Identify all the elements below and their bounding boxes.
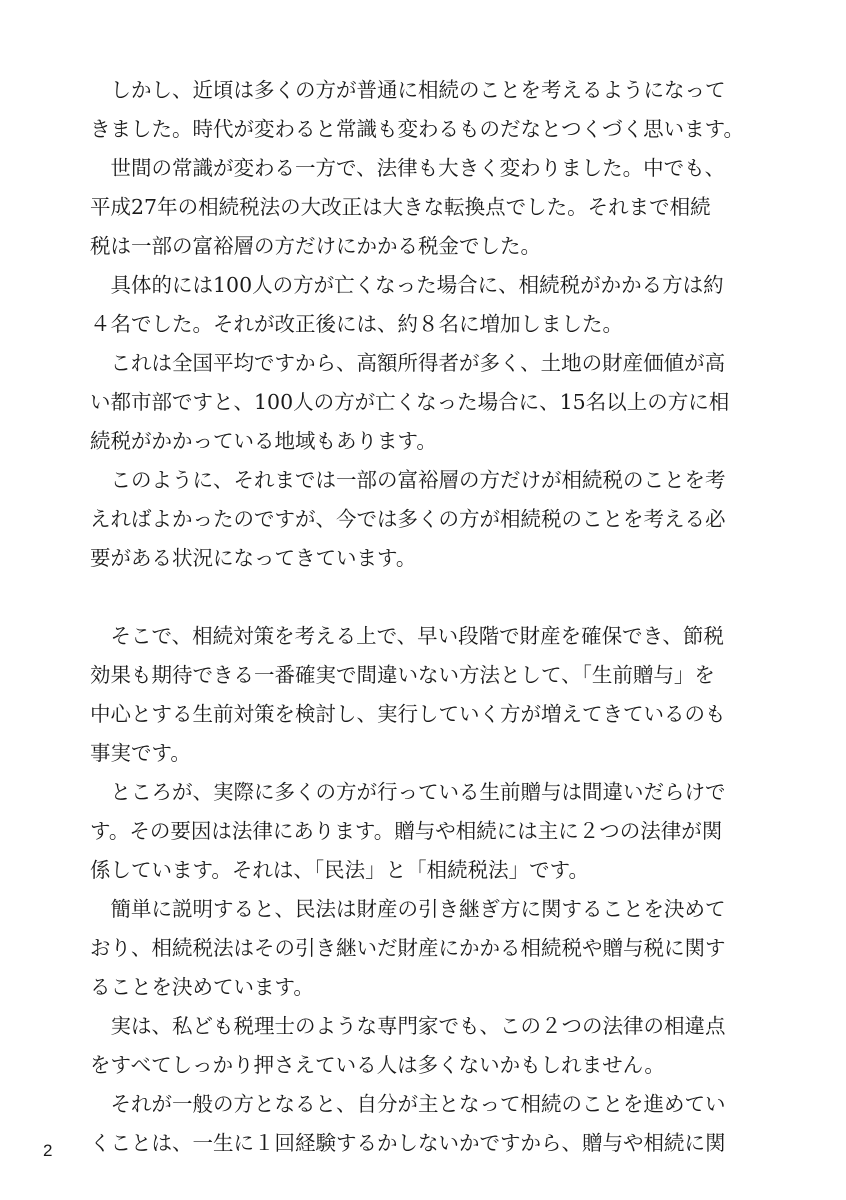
text-line: ４名でした。それが改正後には、約８名に増加しました。 <box>90 312 623 336</box>
text-line: す。その要因は法律にあります。贈与や相続には主に２つの法律が関 <box>90 819 723 843</box>
text-line: 具体的には100人の方が亡くなった場合に、相続税がかかる方は約 <box>90 273 724 297</box>
text-line: 中心とする生前対策を検討し、実行していく方が増えてきているのも <box>90 702 726 726</box>
text-line: えればよかったのですが、今では多くの方が相続税のことを考える必 <box>90 507 726 531</box>
text-line: 係しています。それは、「民法」と「相続税法」です。 <box>90 858 589 882</box>
text-line: 効果も期待できる一番確実で間違いない方法として、「生前贈与」を <box>90 663 715 687</box>
body-text <box>90 71 750 1163</box>
text-line: 税は一部の富裕層の方だけにかかる税金でした。 <box>90 234 541 258</box>
text-line: きました。時代が変わると常識も変わるものだなとつくづく思います。 <box>90 117 744 141</box>
text-line: 要がある状況になってきています。 <box>90 546 417 570</box>
text-line: これは全国平均ですから、高額所得者が多く、土地の財産価値が高 <box>90 351 726 375</box>
paragraph-gap <box>90 578 750 617</box>
text-line: ることを決めています。 <box>90 975 314 999</box>
text-line: 事実です。 <box>90 741 191 765</box>
text-line: をすべてしっかり押さえている人は多くないかもしれません。 <box>90 1053 665 1077</box>
text-line: 世間の常識が変わる一方で、法律も大きく変わりました。中でも、 <box>90 156 726 180</box>
text-line: 実は、私ども税理士のような専門家でも、この２つの法律の相違点 <box>90 1014 726 1038</box>
page-number: 2 <box>43 1141 53 1160</box>
text-line: しかし、近頃は多くの方が普通に相続のことを考えるようになって <box>90 78 726 102</box>
text-line: ところが、実際に多くの方が行っている生前贈与は間違いだらけで <box>90 780 726 804</box>
text-line: 平成27年の相続税法の大改正は大きな転換点でした。それまで相続 <box>90 195 711 219</box>
text-line: い都市部ですと、100人の方が亡くなった場合に、15名以上の方に相 <box>90 390 730 414</box>
text-line: そこで、相続対策を考える上で、早い段階で財産を確保でき、節税 <box>90 624 724 648</box>
text-line: それが一般の方となると、自分が主となって相続のことを進めてい <box>90 1092 726 1116</box>
text-line: おり、相続税法はその引き継いだ財産にかかる相続税や贈与税に関す <box>90 936 726 960</box>
text-line: このように、それまでは一部の富裕層の方だけが相続税のことを考 <box>90 468 726 492</box>
text-line: くことは、一生に１回経験するかしないかですから、贈与や相続に関 <box>90 1131 726 1155</box>
text-line: 続税がかかっている地域もあります。 <box>90 429 437 453</box>
text-line: 簡単に説明すると、民法は財産の引き継ぎ方に関することを決めて <box>90 897 726 921</box>
